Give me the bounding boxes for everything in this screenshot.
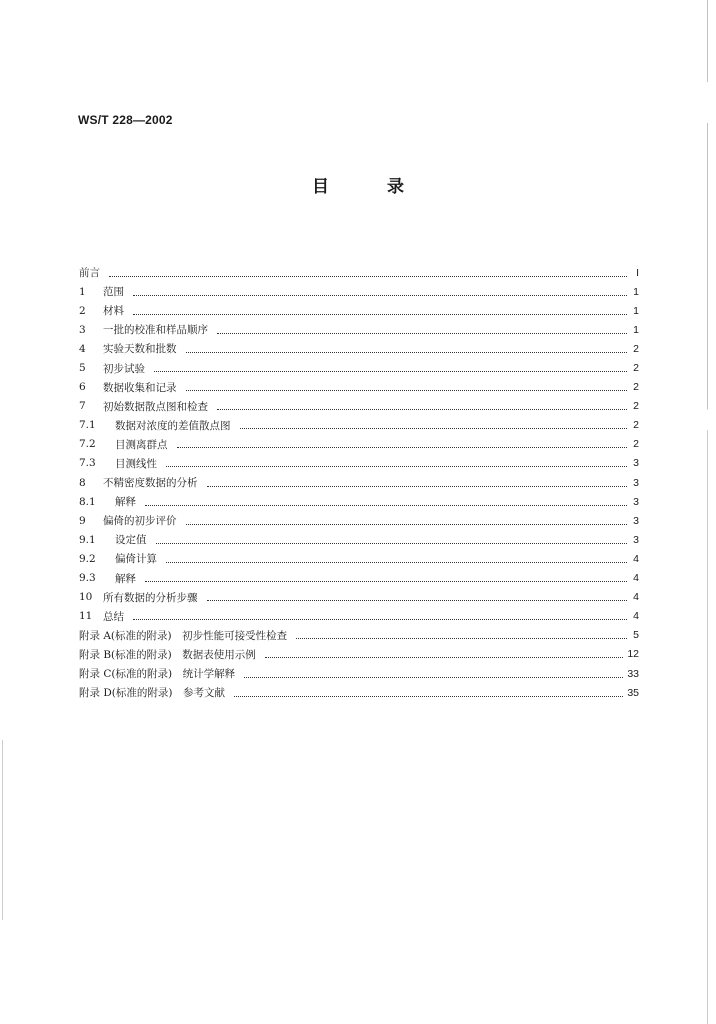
page-title	[0, 172, 716, 197]
toc-number: 7.2	[79, 438, 96, 451]
toc-title: 数据对浓度的差值散点图	[115, 419, 231, 432]
toc-number: 7	[79, 400, 86, 413]
toc-page: 4	[633, 591, 639, 604]
toc-entry[interactable]	[79, 263, 639, 282]
toc-title: 偏倚计算	[115, 553, 157, 566]
toc-entry[interactable]	[79, 473, 639, 492]
table-of-contents	[79, 263, 639, 702]
toc-title: 解释	[115, 496, 136, 509]
toc-page: 1	[633, 304, 639, 317]
toc-title: 目测线性	[115, 457, 157, 470]
toc-page: 4	[633, 572, 639, 585]
toc-number: 8.1	[79, 495, 96, 508]
toc-title: 不精密度数据的分析	[103, 477, 198, 490]
toc-number: 1	[79, 285, 86, 298]
toc-entry[interactable]	[79, 454, 639, 473]
toc-number: 9.3	[79, 572, 96, 585]
toc-title: 总结	[103, 610, 124, 623]
toc-entry[interactable]	[79, 569, 639, 588]
toc-leader	[156, 542, 628, 544]
toc-title: 初步试验	[103, 362, 145, 375]
toc-title: 偏倚的初步评价	[103, 515, 177, 528]
toc-title: 所有数据的分析步骤	[103, 591, 198, 604]
toc-title: 实验天数和批数	[103, 343, 177, 356]
toc-leader	[186, 523, 628, 525]
toc-page: 3	[633, 533, 639, 546]
toc-number: 3	[79, 323, 86, 336]
toc-entry[interactable]	[79, 416, 639, 435]
toc-leader	[109, 275, 627, 277]
toc-leader	[166, 465, 627, 467]
toc-leader	[207, 485, 628, 487]
toc-entry[interactable]	[79, 549, 639, 568]
toc-page: 2	[633, 400, 639, 413]
toc-number: 5	[79, 362, 86, 375]
toc-leader	[217, 332, 627, 334]
toc-page: 3	[633, 495, 639, 508]
toc-number: 9	[79, 514, 86, 527]
toc-page: 4	[633, 552, 639, 565]
toc-entry[interactable]	[79, 664, 639, 683]
toc-page: 2	[633, 419, 639, 432]
toc-entry[interactable]	[79, 492, 639, 511]
toc-entry[interactable]	[79, 397, 639, 416]
toc-entry[interactable]	[79, 320, 639, 339]
toc-page: 5	[633, 629, 639, 642]
toc-leader	[240, 427, 628, 429]
toc-entry[interactable]	[79, 358, 639, 377]
toc-leader	[177, 446, 628, 448]
toc-page: 2	[633, 438, 639, 451]
toc-title: 材料	[103, 305, 124, 318]
toc-leader	[133, 294, 627, 296]
toc-title: 附录 A(标准的附录) 初步性能可接受性检查	[79, 629, 288, 642]
scan-edge-line	[707, 0, 708, 1024]
toc-title: 初始数据散点图和检查	[103, 400, 208, 413]
toc-title: 附录 B(标准的附录) 数据表使用示例	[79, 648, 256, 661]
toc-entry[interactable]	[79, 626, 639, 645]
toc-title: 数据收集和记录	[103, 381, 177, 394]
toc-title: 一批的校准和样品顺序	[103, 324, 208, 337]
toc-leader	[296, 637, 627, 639]
toc-page: 3	[633, 457, 639, 470]
toc-number: 10	[79, 591, 93, 604]
toc-leader	[133, 313, 627, 315]
toc-entry[interactable]	[79, 607, 639, 626]
toc-leader	[145, 580, 627, 582]
toc-leader	[133, 618, 627, 620]
toc-number: 2	[79, 304, 86, 317]
toc-title: 设定值	[115, 534, 147, 547]
toc-entry[interactable]	[79, 301, 639, 320]
scan-edge-line-left	[2, 740, 3, 920]
toc-entry[interactable]	[79, 645, 639, 664]
toc-entry[interactable]	[79, 511, 639, 530]
toc-number: 4	[79, 342, 86, 355]
toc-leader	[217, 408, 627, 410]
toc-leader	[145, 504, 627, 506]
toc-page: 33	[627, 667, 639, 680]
toc-entry[interactable]	[79, 588, 639, 607]
toc-number: 11	[79, 610, 93, 623]
toc-page: 1	[633, 285, 639, 298]
toc-number: 6	[79, 381, 86, 394]
toc-leader	[207, 599, 628, 601]
toc-page: 3	[633, 514, 639, 527]
toc-page: 2	[633, 362, 639, 375]
toc-number: 8	[79, 476, 86, 489]
toc-page: 3	[633, 476, 639, 489]
toc-number: 9.2	[79, 552, 96, 565]
toc-number: 7.3	[79, 457, 96, 470]
toc-leader	[186, 389, 628, 391]
toc-entry[interactable]	[79, 683, 639, 702]
toc-title: 前言	[79, 267, 100, 280]
toc-page: 12	[627, 648, 639, 661]
toc-page: 4	[633, 610, 639, 623]
toc-leader	[265, 656, 624, 658]
toc-title: 解释	[115, 572, 136, 585]
standard-code: WS/T 228—2002	[78, 113, 173, 127]
title-char-2: 录	[387, 177, 404, 197]
toc-leader	[186, 351, 628, 353]
toc-leader	[244, 676, 623, 678]
toc-page: 35	[627, 686, 639, 699]
toc-number: 7.1	[79, 419, 96, 432]
toc-page: 2	[633, 342, 639, 355]
toc-entry[interactable]	[79, 378, 639, 397]
toc-page: 1	[633, 323, 639, 336]
toc-entry[interactable]	[79, 530, 639, 549]
toc-leader	[166, 561, 627, 563]
toc-title: 附录 D(标准的附录) 参考文献	[79, 687, 225, 700]
toc-entry[interactable]	[79, 282, 639, 301]
title-char-1: 目	[312, 177, 329, 197]
toc-leader	[154, 370, 627, 372]
toc-title: 目测离群点	[115, 438, 168, 451]
toc-entry[interactable]	[79, 435, 639, 454]
toc-title: 附录 C(标准的附录) 统计学解释	[79, 668, 236, 681]
toc-leader	[234, 695, 623, 697]
toc-page: I	[636, 266, 639, 279]
toc-number: 9.1	[79, 533, 96, 546]
toc-title: 范围	[103, 286, 124, 299]
toc-page: 2	[633, 381, 639, 394]
toc-entry[interactable]	[79, 339, 639, 358]
